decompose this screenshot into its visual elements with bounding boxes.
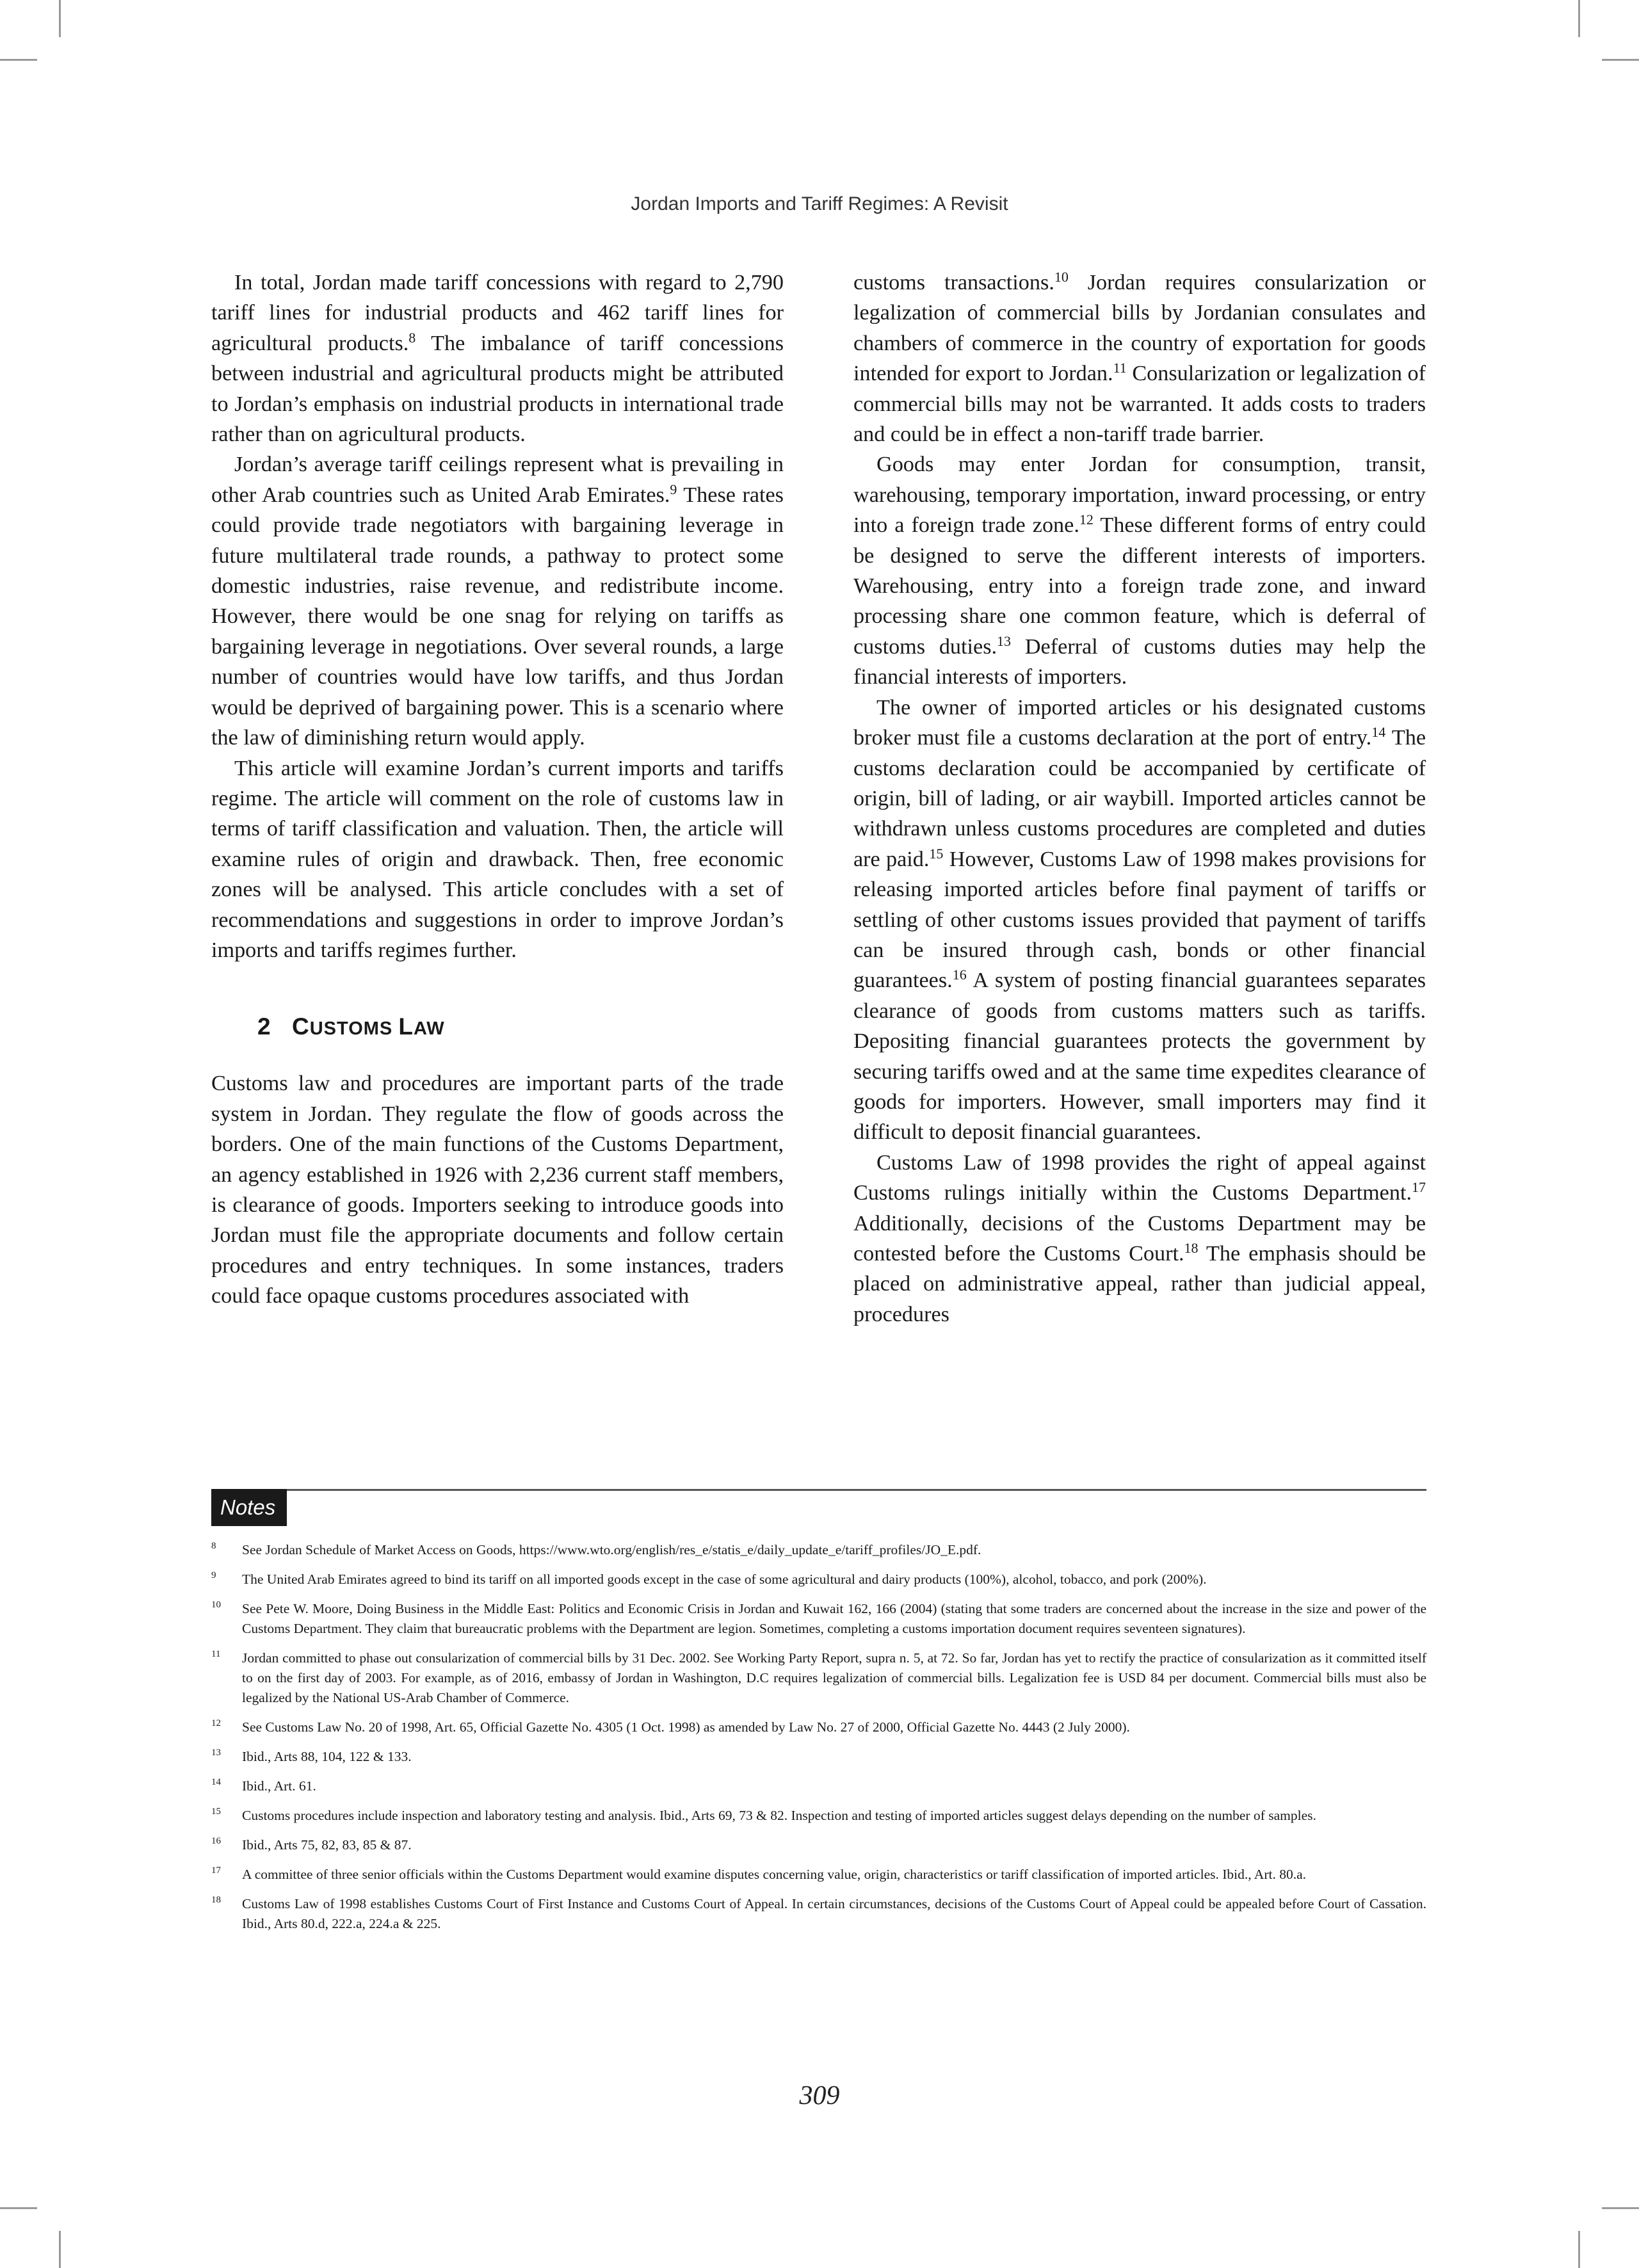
body-paragraph	[211, 1068, 784, 1311]
footnote-text: See Pete W. Moore, Doing Business in the Middle East: Politics and Economic Crisis in Jordan and Kuwait 162, 166 (2004) (stating that some traders are concerned about the increase in the size and power of the Customs Department. They claim that bureaucratic problems with the Department are legion. Sometimes, completing a customs importation document requires seventeen signatures).	[242, 1601, 1426, 1636]
footnote	[211, 1570, 1426, 1589]
footnote-ref[interactable]: 18	[1184, 1240, 1199, 1256]
footnote-number: 12	[211, 1718, 221, 1728]
paragraph-text: Jordan requires consularization or legalization of commercial bills by Jordanian consulates and chambers of commerce in the country of exportation for goods intended for export to Jordan.	[853, 271, 1426, 386]
paragraph-text: However, Customs Law of 1998 makes provisions for releasing imported articles before final payment of tariffs or settling of other customs issues provided that payment of tariffs can be insured through cash, bonds or other financial guarantees.	[853, 847, 1426, 993]
footnote-number: 11	[211, 1649, 221, 1659]
paragraph-text: In total, Jordan made tariff concessions with regard to 2,790 tariff lines for industrial products and 462 tariff lines for agricultural products.	[211, 271, 784, 355]
footnote	[211, 1648, 1426, 1708]
footnote-text: A committee of three senior officials within the Customs Department would examine disputes concerning value, origin, characteristics or tariff classification of imported articles. Ibid., Art. 80.a.	[242, 1867, 1307, 1882]
paragraph-text: Jordan’s average tariff ceilings represent what is prevailing in other Arab countries such as United Arab Emirates.	[211, 453, 784, 507]
paragraph-text: Deferral of customs duties may help the financial interests of importers.	[853, 634, 1426, 689]
section-number: 2	[257, 1013, 271, 1040]
left-column	[211, 268, 784, 1312]
footnote-ref[interactable]: 9	[670, 481, 677, 497]
running-head: Jordan Imports and Tariff Regimes: A Revisit	[631, 193, 1008, 214]
footnote	[211, 1540, 1426, 1560]
section-title-part: USTOMS	[309, 1018, 399, 1040]
crop-mark-top-right-horizontal	[1602, 59, 1639, 61]
footnote-ref[interactable]: 17	[1412, 1179, 1426, 1196]
notes-label: Notes	[211, 1489, 287, 1526]
paragraph-text: These different forms of entry could be designed to serve the different interests of importers. Warehousing, entry into a foreign trade zone, and inward processing share one common feature, which is deferral of customs duties.	[853, 513, 1426, 659]
body-paragraph	[211, 449, 784, 753]
footnote-ref[interactable]: 10	[1054, 269, 1069, 285]
paragraph-text: Additionally, decisions of the Customs Department may be contested before the Customs Court.	[853, 1211, 1426, 1266]
body-paragraph	[853, 449, 1426, 692]
section-title-part: C	[292, 1013, 310, 1040]
footnote-text: Ibid., Arts 75, 82, 83, 85 & 87.	[242, 1837, 412, 1853]
footnote	[211, 1747, 1426, 1767]
footnote-number: 10	[211, 1600, 221, 1610]
paragraph-text: A system of posting financial guarantees separates clearance of goods from customs matters such as tariffs. Depositing financial guarantees protects the government by securing tariffs owed and at the same time expedites clearance of goods for importers. However, small importers may find it difficult to deposit financial guarantees.	[853, 969, 1426, 1145]
footnote	[211, 1806, 1426, 1826]
paragraph-text: The emphasis should be placed on administrative appeal, rather than judicial appeal, procedures	[853, 1242, 1426, 1326]
notes-divider	[211, 1489, 1426, 1491]
paragraph-text: This article will examine Jordan’s current imports and tariffs regime. The article will comment on the role of customs law in terms of tariff classification and valuation. Then, the article will examine rules of origin and drawback. Then, free economic zones will be analysed. This article concludes with a set of recommendations and suggestions in order to improve Jordan’s imports and tariffs regimes further.	[211, 756, 784, 962]
crop-mark-bottom-right-vertical	[1578, 2231, 1580, 2268]
right-column	[853, 268, 1426, 1330]
paragraph-text: Goods may enter Jordan for consumption, transit, warehousing, temporary importation, inward processing, or entry into a foreign trade zone.	[853, 453, 1426, 538]
footnote-ref[interactable]: 13	[997, 632, 1012, 649]
crop-mark-top-left-vertical	[59, 0, 61, 37]
footnote-text: Ibid., Art. 61.	[242, 1778, 316, 1794]
page-number: 309	[799, 2081, 840, 2111]
footnote-number: 14	[211, 1777, 221, 1787]
body-paragraph	[853, 268, 1426, 449]
footnote-number: 16	[211, 1836, 221, 1846]
body-paragraph	[853, 693, 1426, 1148]
paragraph-text: Customs law and procedures are important parts of the trade system in Jordan. They regulate the flow of goods across the borders. One of the main functions of the Customs Department, an agency established in 1926 with 2,236 current staff members, is clearance of goods. Importers seeking to introduce goods into Jordan must file the appropriate documents and follow certain procedures and entry techniques. In some instances, traders could face opaque customs procedures associated with	[211, 1072, 784, 1308]
footnote	[211, 1599, 1426, 1639]
footnotes-list	[211, 1540, 1426, 1943]
footnote-number: 18	[211, 1895, 221, 1905]
paragraph-text: customs transactions.	[853, 271, 1054, 294]
paragraph-text: Customs Law of 1998 provides the right of appeal against Customs rulings initially within the Customs Department.	[853, 1150, 1426, 1205]
crop-mark-top-right-vertical	[1578, 0, 1580, 37]
crop-mark-bottom-left-horizontal	[0, 2207, 37, 2209]
footnote-ref[interactable]: 8	[408, 329, 416, 346]
footnote-ref[interactable]: 16	[952, 967, 967, 983]
crop-mark-top-left-horizontal	[0, 59, 37, 61]
footnote	[211, 1717, 1426, 1737]
section-heading	[211, 1011, 784, 1044]
footnote	[211, 1865, 1426, 1885]
body-paragraph	[211, 268, 784, 449]
footnote-number: 8	[211, 1541, 216, 1551]
footnote-ref[interactable]: 12	[1079, 511, 1094, 528]
footnote	[211, 1776, 1426, 1796]
footnote-number: 13	[211, 1748, 221, 1758]
footnote-number: 17	[211, 1865, 221, 1876]
paragraph-text: Consularization or legalization of commercial bills may not be warranted. It adds costs to traders and could be in effect a non-tariff trade barrier.	[853, 362, 1426, 447]
footnote-ref[interactable]: 11	[1113, 360, 1127, 376]
footnote-text: Ibid., Arts 88, 104, 122 & 133.	[242, 1749, 412, 1764]
paragraph-text: The imbalance of tariff concessions between industrial and agricultural products might be attributed to Jordan’s emphasis on industrial products in international trade rather than on agricultural products.	[211, 331, 784, 447]
paragraph-text: The owner of imported articles or his designated customs broker must file a customs declaration at the port of entry.	[853, 695, 1426, 750]
footnote-text: Jordan committed to phase out consularization of commercial bills by 31 Dec. 2002. See Working Party Report, supra n. 5, at 72. So far, Jordan has yet to rectify the practice of consularization as it committed itself to on the first day of 2003. For example, as of 2016, embassy of Jordan in Washington, D.C requires legalization of commercial bills. Legalization fee is USD 84 per document. Commercial bills must also be legalized by the National US-Arab Chamber of Commerce.	[242, 1650, 1426, 1705]
footnote-text: See Jordan Schedule of Market Access on Goods, https://www.wto.org/english/res_e/statis_e/daily_update_e/tariff_profiles/JO_E.pdf.	[242, 1542, 981, 1557]
crop-mark-bottom-right-horizontal	[1602, 2207, 1639, 2209]
footnote-number: 15	[211, 1806, 221, 1817]
paragraph-text: These rates could provide trade negotiators with bargaining leverage in future multilateral trade rounds, a pathway to protect some domestic industries, raise revenue, and redistribute income. However, there would be one snag for relying on tariffs as bargaining leverage in negotiations. Over several rounds, a large number of countries would have low tariffs, and thus Jordan would be deprived of bargaining power. This is a scenario where the law of diminishing return would apply.	[211, 483, 784, 750]
paragraph-text: The customs declaration could be accompanied by certificate of origin, bill of lading, or air waybill. Imported articles cannot be withdrawn unless customs procedures are completed and duties are paid.	[853, 726, 1426, 871]
footnote	[211, 1894, 1426, 1934]
footnote-text: See Customs Law No. 20 of 1998, Art. 65, Official Gazette No. 4305 (1 Oct. 1998) as amended by Law No. 27 of 2000, Official Gazette No. 4443 (2 July 2000).	[242, 1719, 1130, 1735]
footnote	[211, 1835, 1426, 1855]
section-title-part: L	[398, 1013, 414, 1040]
footnote-text: Customs Law of 1998 establishes Customs Court of First Instance and Customs Court of Appeal. In certain circumstances, decisions of the Customs Court of Appeal could be appealed before Court of Cassation. Ibid., Arts 80.d, 222.a, 224.a & 225.	[242, 1896, 1426, 1931]
footnote-text: The United Arab Emirates agreed to bind its tariff on all imported goods except in the case of some agricultural and dairy products (100%), alcohol, tobacco, and pork (200%).	[242, 1572, 1207, 1587]
body-paragraph	[853, 1148, 1426, 1330]
footnote-text: Customs procedures include inspection and laboratory testing and analysis. Ibid., Arts 69, 73 & 82. Inspection and testing of imported articles suggest delays depending on the number of samples.	[242, 1808, 1316, 1823]
footnote-number: 9	[211, 1570, 216, 1580]
footnote-ref[interactable]: 14	[1371, 724, 1386, 741]
crop-mark-bottom-left-vertical	[59, 2231, 61, 2268]
section-title-part: AW	[413, 1018, 445, 1040]
body-paragraph	[211, 753, 784, 966]
footnote-ref[interactable]: 15	[929, 845, 944, 862]
